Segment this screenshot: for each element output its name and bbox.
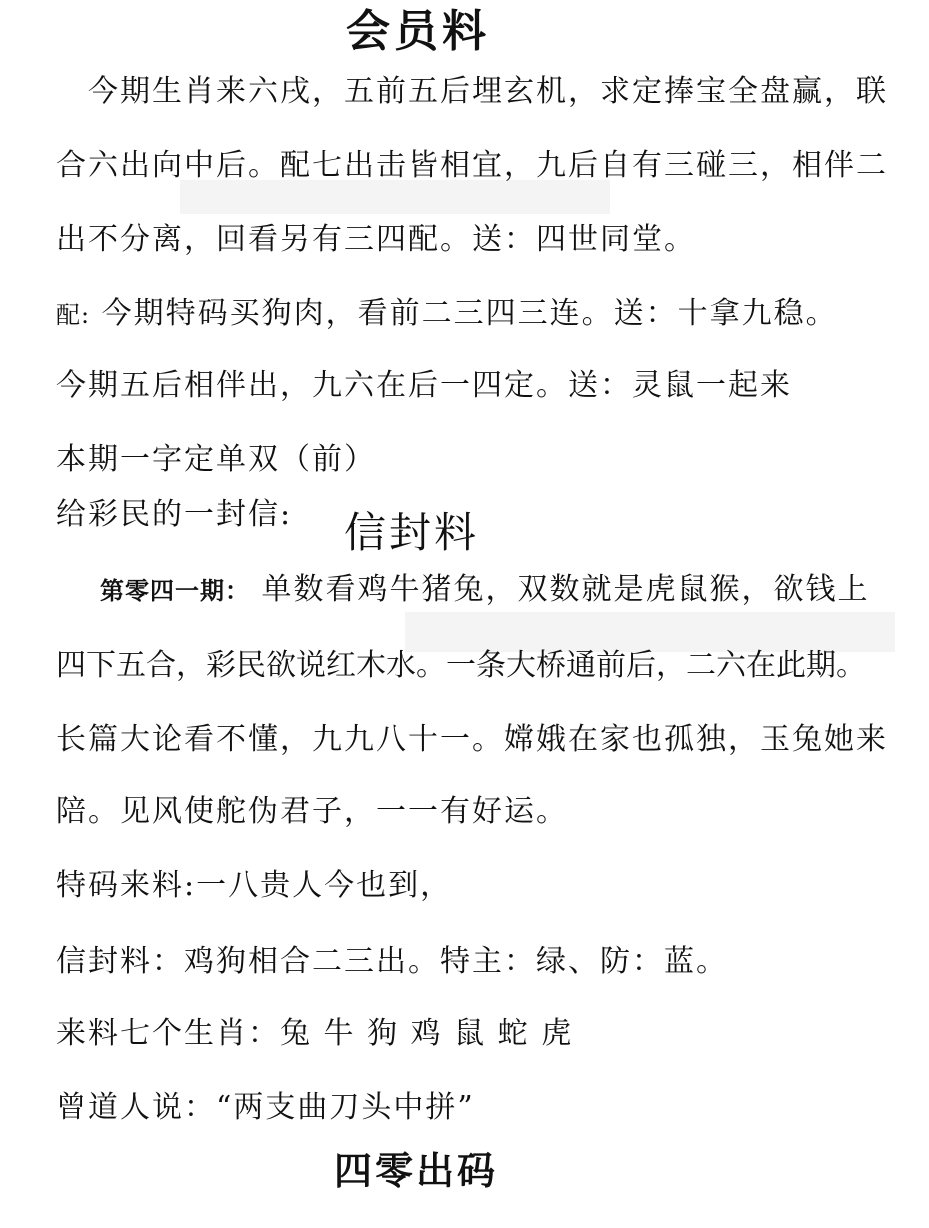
seven-zodiacs-line: 来料七个生肖：兔 牛 狗 鸡 鼠 蛇 虎: [56, 1016, 574, 1051]
envelope-line-2: 四下五合，彩民欲说红木水。一条大桥通前后，二六在此期。: [56, 648, 866, 683]
envelope-line-1-text: 单数看鸡牛猪兔，双数就是虎鼠猴，欲钱上: [261, 572, 870, 607]
letter-intro: 给彩民的一封信:: [56, 497, 293, 532]
odd-even-line: 本期一字定单双（前）: [56, 442, 376, 477]
envelope-line-3: 长篇大论看不懂，九九八十一。嫦娥在家也孤独，玉兔她来: [56, 722, 888, 757]
envelope-info-line: 信封料：鸡狗相合二三出。特主：绿、防：蓝。: [56, 944, 728, 979]
scan-shading: [405, 612, 895, 652]
member-line-3: 出不分离，回看另有三四配。送：四世同堂。: [56, 222, 696, 257]
issue-label: 第零四一期：: [100, 576, 250, 605]
pair-text: 今期特码买狗肉，看前二三四三连。送：十拿九稳。: [101, 296, 838, 331]
special-code-line: 特码来料:一八贵人今也到，: [56, 868, 453, 903]
member-line-5: 今期五后相伴出，九六在后一四定。送：灵鼠一起来: [56, 368, 792, 403]
envelope-material-title: 信封料: [344, 508, 480, 557]
envelope-line-1: [100, 572, 870, 609]
member-material-title: 会员料: [346, 6, 490, 57]
member-line-2: 合六出向中后。配七出击皆相宜，九后自有三碰三，相伴二: [56, 148, 888, 183]
pair-line: [56, 296, 838, 333]
pair-prefix: 配:: [56, 301, 91, 329]
scan-shading: [180, 180, 610, 214]
envelope-line-4: 陪。见风使舵伪君子，一一有好运。: [56, 794, 568, 829]
taoist-saying-line: 曾道人说：“两支曲刀头中拼”: [56, 1090, 475, 1125]
member-line-1: 今期生肖来六戌，五前五后埋玄机，求定捧宝全盘赢，联: [88, 74, 888, 109]
closing-title: 四零出码: [334, 1148, 499, 1193]
